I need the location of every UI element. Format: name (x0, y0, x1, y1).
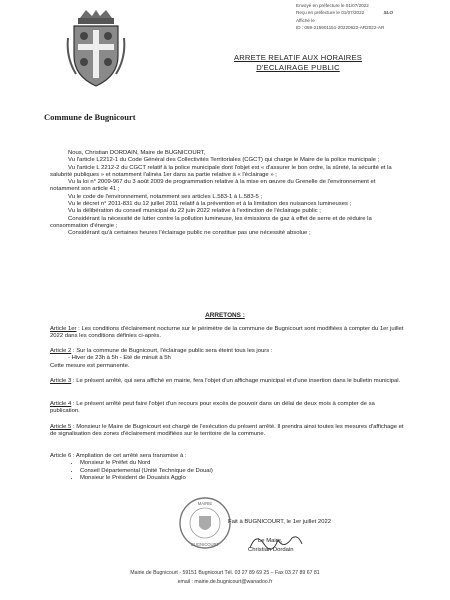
article-4 (50, 401, 405, 416)
article-2 (50, 348, 405, 370)
article-5 (50, 424, 405, 439)
handwritten-signature (246, 530, 306, 556)
recipient-item: • Conseil Départemental (Unité Technique de Douai) (80, 468, 405, 475)
article-text: : Le présent arrêté peut faire l'objet d'un recours pour excès de pouvoir dans un délai de deux mois à compter de sa publication. (50, 401, 375, 415)
arretons-heading: ARRETONS : (205, 312, 245, 319)
article-label: Article 2 (50, 348, 72, 354)
article-6-text: Article 6 : Ampliation de cet arrêté sera transmise à : (50, 453, 187, 459)
title-line-1: ARRETE RELATIF AUX HORAIRES (233, 53, 363, 62)
article-2-hours: - Hiver de 23h à 5h - Eté de minuit à 5h (68, 355, 171, 362)
article-1 (50, 326, 405, 341)
footer-email: email : mairie.de.bugnicourt@wanadoo.fr (177, 579, 273, 585)
recipient-list (50, 460, 405, 482)
article-2-permanent: Cette mesure est permanente. (50, 362, 130, 369)
preamble (50, 150, 405, 238)
preamble-vu: Vu la délibération du conseil municipal du 22 juin 2022 relative à l'extinction de l'éclairage public ; (68, 208, 321, 215)
signatory-role: Le Maire, (258, 538, 283, 544)
article-6 (50, 453, 405, 482)
article-text: : Le présent arrêté, qui sera affiché en mairie, fera l'objet d'un affichage municipal et d'une insertion dans le bulletin municipal. (71, 378, 401, 384)
article-3 (50, 378, 405, 385)
preamble-considerant: Considérant la nécessité de lutter contre la pollution lumineuse, les émissions de gaz à effet de serre et de réduire la consommation d'énergie ; (50, 215, 372, 229)
footer-address: Mairie de Bugnicourt - 59151 Bugnicourt Tél. 03 27 89 69 25 – Fax 03 27 89 67 81 (130, 570, 320, 576)
preamble-considerant: Considérant qu'à certaines heures l'éclairage public ne constitue pas une nécessité absolue ; (68, 230, 311, 237)
commune-coat-of-arms (66, 8, 126, 90)
preamble-vu: Vu le code de l'environnement, notamment ses articles L.583-1 à L.583-5 ; (68, 193, 263, 200)
preamble-vu: Vu l'article L 2212-2 du CGCT relatif à la police municipale dont l'objet est « d'assurer le bon ordre, la sûreté, la sécurité et la salubrité publiques » et notamment l'alinéa 1er dans sa partie relative à « l'éclairage » ; (50, 164, 392, 178)
recipient-item: • Monsieur le Président de Douaisis Agglo (80, 475, 405, 482)
document-title (210, 53, 386, 73)
preamble-vu: Vu la loi n° 2009-967 du 3 août 2009 de programmation relative à la mise en œuvre du Grenelle de l'environnement et notamment son article 41 ; (50, 179, 376, 193)
commune-name: Commune de Bugnicourt (44, 112, 136, 122)
article-label: Article 4 (50, 401, 72, 407)
article-text: : Les conditions d'éclairement nocturne sur le périmètre de la commune de Bugnicourt sont modifiées à compter du 1er juillet 2022 dans les conditions définies ci-après. (50, 326, 404, 340)
receipt-line: ID : 059-215901151-20220622-AR2022-AR (296, 25, 385, 31)
article-label: Article 3 (50, 378, 72, 384)
article-text: : Monsieur le Maire de Bugnicourt est chargé de l'exécution du présent arrêté. Il prendra ainsi toutes les mesures d'affichage et de signalisation des zones d'éclairement modifiées sur le territoire de la commune. (50, 424, 404, 438)
receipt-line: Affiché le (296, 17, 315, 23)
preamble-intro: Nous, Christian DORDAIN, Maire de BUGNICOURT, (68, 150, 206, 156)
preamble-vu: Vu l'article L2212-1 du Code Général des Collectivités Territoriales (CGCT) qui charge le Maire de la police municipale ; (68, 157, 380, 164)
title-line-2: D'ECLAIRAGE PUBLIC (256, 63, 340, 72)
place-date: Fait à BUGNICOURT, le 1er juillet 2022 (228, 519, 332, 525)
svg-text:MAIRIE: MAIRIE (197, 501, 213, 506)
prefecture-receipt-box (296, 2, 448, 42)
preamble-vu: Vu le décret n° 2011-831 du 12 juillet 2011 relatif à la prévention et à la limitation des nuisances lumineuses ; (68, 201, 352, 208)
article-label: Article 5 (50, 424, 72, 430)
receipt-line: Envoyé en préfecture le 01/07/2022 (296, 3, 369, 8)
signatory-name: Christian Dordain (248, 547, 294, 553)
article-text: : Sur la commune de Bugnicourt, l'éclairage public sera éteint tous les jours : (71, 348, 273, 354)
svg-text:BUGNICOURT: BUGNICOURT (190, 542, 220, 547)
receipt-line: Reçu en préfecture le 01/07/2022 SLO (296, 10, 393, 16)
article-label: Article 1er (50, 326, 77, 332)
recipient-item: • Monsieur le Préfet du Nord (80, 460, 405, 467)
slo-logo: SLO (383, 10, 393, 16)
